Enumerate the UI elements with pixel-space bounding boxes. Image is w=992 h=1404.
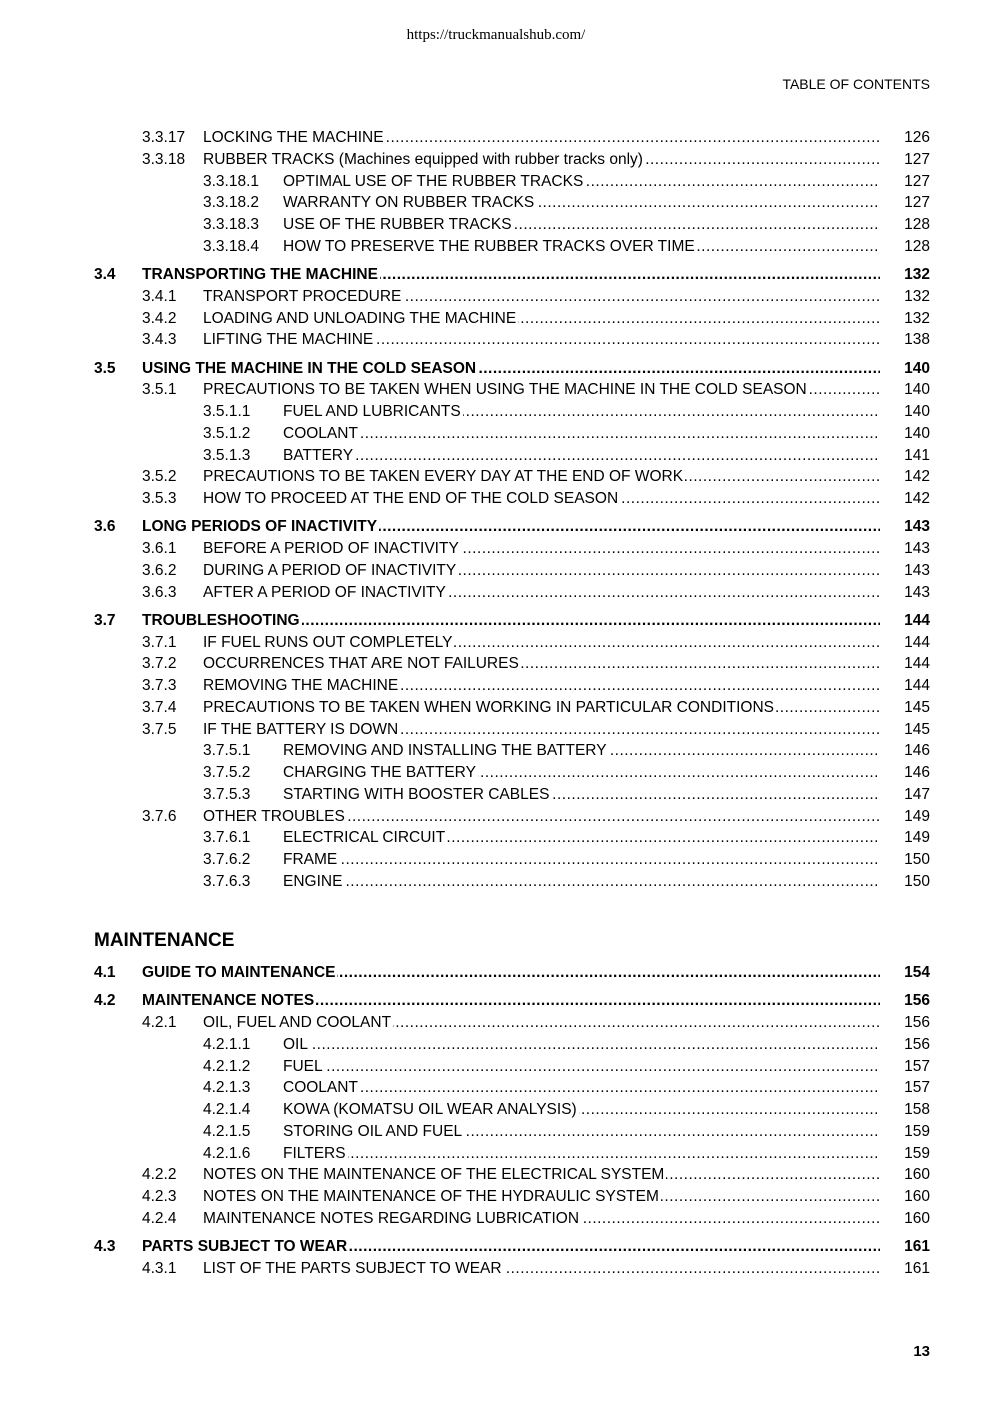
toc-entry-number: 3.7.6.3 bbox=[203, 872, 251, 890]
toc-entry[interactable] bbox=[0, 214, 992, 235]
toc-entry-title bbox=[283, 171, 880, 192]
toc-entry[interactable] bbox=[0, 1077, 992, 1098]
toc-entry-title-text: PRECAUTIONS TO BE TAKEN EVERY DAY AT THE END OF WORK bbox=[203, 468, 684, 486]
toc-entry[interactable] bbox=[0, 488, 992, 509]
toc-entry-number: 3.5.1.1 bbox=[203, 403, 251, 420]
toc-entry-title-text: HOW TO PRESERVE THE RUBBER TRACKS OVER TIME bbox=[283, 237, 695, 255]
toc-entry-title bbox=[283, 401, 880, 422]
page-number: 13 bbox=[913, 1343, 930, 1360]
toc-entry[interactable] bbox=[0, 1258, 992, 1279]
toc-entry-title bbox=[142, 610, 880, 631]
section-heading-maintenance: MAINTENANCE bbox=[94, 930, 235, 951]
toc-entry-number: 4.2.1.3 bbox=[203, 1079, 251, 1097]
toc-entry-number: 3.5 bbox=[94, 359, 116, 377]
toc-entry[interactable] bbox=[0, 1208, 992, 1229]
toc-entry-title-text: ELECTRICAL CIRCUIT bbox=[283, 829, 446, 847]
toc-entry-page: 143 bbox=[904, 561, 930, 579]
toc-entry[interactable] bbox=[0, 784, 992, 805]
toc-entry-number: 4.2.2 bbox=[142, 1166, 177, 1184]
toc-entry-number: 3.4.1 bbox=[142, 287, 177, 305]
toc-entry-title-text: HOW TO PROCEED AT THE END OF THE COLD SEASON bbox=[203, 490, 619, 507]
toc-entry-page: 156 bbox=[904, 1035, 930, 1053]
toc-entry-title bbox=[203, 286, 880, 307]
toc-entry-page: 160 bbox=[904, 1166, 930, 1184]
toc-entry-number: 4.2.1 bbox=[142, 1014, 177, 1031]
toc-entry-page: 143 bbox=[904, 518, 930, 536]
toc-entry-number: 3.7.6 bbox=[142, 807, 177, 825]
toc-entry-page: 156 bbox=[904, 1014, 930, 1031]
toc-entry-number: 4.2.1.4 bbox=[203, 1101, 251, 1118]
toc-entry-page: 142 bbox=[904, 468, 930, 486]
toc-entry-title-text: LOCKING THE MACHINE bbox=[203, 129, 384, 146]
toc-entry[interactable] bbox=[0, 127, 992, 148]
toc-entry-page: 144 bbox=[904, 655, 930, 673]
toc-entry[interactable] bbox=[0, 401, 992, 422]
toc-entry-title-text: STORING OIL AND FUEL bbox=[283, 1122, 463, 1140]
toc-entry[interactable] bbox=[0, 849, 992, 870]
toc-entry[interactable] bbox=[0, 610, 992, 631]
toc-entry-page: 132 bbox=[904, 309, 930, 327]
toc-entry-title bbox=[203, 1164, 880, 1185]
toc-entry[interactable] bbox=[0, 1143, 992, 1164]
toc-entry[interactable] bbox=[0, 1121, 992, 1142]
toc-entry-title bbox=[283, 784, 880, 805]
toc-entry-title-text: PRECAUTIONS TO BE TAKEN WHEN USING THE MACHINE IN THE COLD SEASON bbox=[203, 381, 807, 399]
toc-entry-title bbox=[283, 740, 880, 761]
toc-entry[interactable] bbox=[0, 697, 992, 718]
toc-entry-number: 3.5.1.3 bbox=[203, 446, 251, 464]
toc-entry-title bbox=[203, 719, 880, 740]
toc-entry-number: 4.2.1.6 bbox=[203, 1144, 251, 1162]
toc-entry-page: 143 bbox=[904, 583, 930, 601]
toc-entry-title bbox=[283, 871, 880, 892]
toc-entry-page: 161 bbox=[904, 1238, 930, 1255]
toc-entry-page: 138 bbox=[904, 331, 930, 349]
toc-entry[interactable] bbox=[0, 1164, 992, 1185]
toc-entry-title bbox=[283, 1077, 880, 1098]
toc-entry[interactable] bbox=[0, 423, 992, 444]
toc-entry-page: 160 bbox=[904, 1188, 930, 1205]
toc-entry-number: 3.4 bbox=[94, 266, 116, 283]
toc-entry-page: 154 bbox=[904, 964, 930, 981]
toc-entry[interactable] bbox=[0, 740, 992, 761]
toc-entry-title bbox=[283, 762, 880, 783]
toc-entry[interactable] bbox=[0, 762, 992, 783]
toc-entry-title bbox=[203, 127, 880, 148]
toc-entry-title-text: IF THE BATTERY IS DOWN bbox=[203, 720, 399, 738]
toc-entry-number: 3.3.18.1 bbox=[203, 172, 260, 190]
toc-entry-title bbox=[142, 358, 880, 379]
toc-entry-title-text: MAINTENANCE NOTES bbox=[142, 992, 315, 1010]
toc-entry-title-text: MAINTENANCE NOTES REGARDING LUBRICATION bbox=[203, 1209, 580, 1227]
toc-entry-number: 3.7.1 bbox=[142, 633, 177, 651]
toc-entry-number: 3.4.3 bbox=[142, 331, 177, 349]
toc-entry-title-text: BEFORE A PERIOD OF INACTIVITY bbox=[203, 540, 459, 557]
toc-entry-number: 4.2 bbox=[94, 992, 116, 1010]
toc-entry-page: 144 bbox=[904, 633, 930, 651]
toc-entry-title-text: STARTING WITH BOOSTER CABLES bbox=[283, 785, 550, 803]
toc-entry-title bbox=[203, 488, 880, 509]
toc-entry-page: 150 bbox=[904, 872, 930, 890]
toc-entry[interactable] bbox=[0, 466, 992, 487]
toc-entry-title bbox=[203, 1012, 880, 1033]
toc-entry-title-text: DURING A PERIOD OF INACTIVITY bbox=[203, 561, 457, 579]
toc-entry-number: 4.2.4 bbox=[142, 1209, 177, 1227]
toc-entry-title-text: RUBBER TRACKS (Machines equipped with rubber tracks only) bbox=[203, 150, 643, 168]
toc-entry-title bbox=[203, 379, 880, 400]
toc-entry-title-text: ENGINE bbox=[283, 872, 343, 890]
toc-entry-title-text: REMOVING AND INSTALLING THE BATTERY bbox=[283, 742, 607, 760]
toc-entry-title bbox=[283, 1099, 880, 1120]
toc-entry-title-text: OPTIMAL USE OF THE RUBBER TRACKS bbox=[283, 172, 584, 190]
toc-entry-page: 146 bbox=[904, 764, 930, 781]
toc-entry-page: 140 bbox=[904, 359, 930, 377]
toc-entry-title-text: FUEL AND LUBRICANTS bbox=[283, 403, 461, 420]
toc-entry-title bbox=[203, 582, 880, 603]
toc-entry[interactable] bbox=[0, 1056, 992, 1077]
toc-entry-page: 160 bbox=[904, 1209, 930, 1227]
toc-entry[interactable] bbox=[0, 358, 992, 379]
toc-entry-page: 140 bbox=[904, 424, 930, 442]
toc-entry-number: 3.6 bbox=[94, 518, 116, 536]
toc-entry[interactable] bbox=[0, 236, 992, 257]
toc-entry-title bbox=[283, 423, 880, 444]
toc-entry-title bbox=[203, 675, 880, 696]
toc-entry-page: 145 bbox=[904, 698, 930, 716]
toc-entry[interactable] bbox=[0, 379, 992, 400]
toc-entry-title-text: NOTES ON THE MAINTENANCE OF THE ELECTRICAL SYSTEM bbox=[203, 1166, 665, 1184]
toc-entry-title-text: LIST OF THE PARTS SUBJECT TO WEAR bbox=[203, 1259, 502, 1277]
toc-entry-title-text: LOADING AND UNLOADING THE MACHINE bbox=[203, 309, 517, 327]
toc-entry-title bbox=[203, 653, 880, 674]
toc-entry[interactable] bbox=[0, 308, 992, 329]
toc-entry-page: 147 bbox=[904, 785, 930, 803]
toc-entry-number: 3.7.2 bbox=[142, 655, 177, 673]
toc-entry-title bbox=[283, 192, 880, 213]
toc-entry-title bbox=[283, 827, 880, 848]
toc-entry-number: 3.7 bbox=[94, 611, 116, 629]
toc-entry[interactable] bbox=[0, 1186, 992, 1207]
toc-entry-number: 3.7.5 bbox=[142, 720, 177, 738]
toc-entry-page: 144 bbox=[904, 677, 930, 694]
toc-entry-title bbox=[203, 632, 880, 653]
toc-entry-title bbox=[283, 445, 880, 466]
toc-entry-page: 149 bbox=[904, 829, 930, 847]
toc-entry-title bbox=[203, 466, 880, 487]
toc-entry-title-text: GUIDE TO MAINTENANCE bbox=[142, 964, 336, 981]
toc-entry-title-text: TROUBLESHOOTING bbox=[142, 611, 300, 629]
toc-entry-page: 140 bbox=[904, 381, 930, 399]
toc-entry-page: 145 bbox=[904, 720, 930, 738]
toc-entry-title bbox=[283, 849, 880, 870]
toc-entry[interactable] bbox=[0, 827, 992, 848]
toc-entry-title bbox=[283, 1056, 880, 1077]
toc-entry-page: 159 bbox=[904, 1122, 930, 1140]
toc-entry-title bbox=[203, 1208, 880, 1229]
toc-entry-title-text: USE OF THE RUBBER TRACKS bbox=[283, 216, 512, 233]
toc-entry-number: 3.7.6.1 bbox=[203, 829, 251, 847]
toc-entry[interactable] bbox=[0, 582, 992, 603]
toc-entry[interactable] bbox=[0, 1012, 992, 1033]
toc-entry[interactable] bbox=[0, 286, 992, 307]
toc-entry-number: 3.6.2 bbox=[142, 561, 177, 579]
toc-entry-number: 3.6.3 bbox=[142, 583, 177, 601]
toc-entry-title-text: NOTES ON THE MAINTENANCE OF THE HYDRAULIC SYSTEM bbox=[203, 1188, 659, 1205]
toc-entry[interactable] bbox=[0, 871, 992, 892]
toc-entry-title-text: USING THE MACHINE IN THE COLD SEASON bbox=[142, 359, 477, 377]
toc-entry-page: 132 bbox=[904, 287, 930, 305]
toc-entry[interactable] bbox=[0, 962, 992, 983]
toc-entry-number: 3.3.18 bbox=[142, 150, 186, 168]
toc-entry-number: 4.2.1.5 bbox=[203, 1122, 251, 1140]
toc-entry-number: 3.7.5.2 bbox=[203, 764, 251, 781]
toc-entry-number: 4.1 bbox=[94, 964, 116, 981]
toc-entry-title-text: WARRANTY ON RUBBER TRACKS bbox=[283, 194, 535, 212]
toc-entry-title-text: PARTS SUBJECT TO WEAR bbox=[142, 1238, 348, 1255]
toc-entry[interactable] bbox=[0, 806, 992, 827]
toc-entry-title-text: PRECAUTIONS TO BE TAKEN WHEN WORKING IN PARTICULAR CONDITIONS bbox=[203, 698, 774, 716]
toc-entry-title-text: IF FUEL RUNS OUT COMPLETELY bbox=[203, 633, 453, 651]
toc-entry-number: 3.6.1 bbox=[142, 540, 177, 557]
toc-entry-title bbox=[142, 1236, 880, 1257]
toc-entry-title bbox=[203, 538, 880, 559]
toc-entry-number: 3.5.3 bbox=[142, 490, 177, 507]
toc-entry-title bbox=[203, 329, 880, 350]
toc-entry-number: 3.5.2 bbox=[142, 468, 177, 486]
toc-entry-title-text: LIFTING THE MACHINE bbox=[203, 331, 374, 349]
toc-entry-title bbox=[203, 806, 880, 827]
toc-entry[interactable] bbox=[0, 719, 992, 740]
toc-entry-title-text: LONG PERIODS OF INACTIVITY bbox=[142, 518, 378, 536]
toc-entry-number: 4.3 bbox=[94, 1238, 116, 1255]
toc-entry-title bbox=[142, 516, 880, 537]
toc-entry-title-text: FRAME bbox=[283, 851, 338, 868]
toc-entry-page: 149 bbox=[904, 807, 930, 825]
toc-entry-number: 3.4.2 bbox=[142, 309, 177, 327]
toc-entry-title bbox=[283, 1034, 880, 1055]
toc-entry-number: 3.7.4 bbox=[142, 698, 177, 716]
toc-entry-page: 146 bbox=[904, 742, 930, 760]
toc-entry-page: 127 bbox=[904, 194, 930, 212]
toc-entry-page: 143 bbox=[904, 540, 930, 557]
toc-entry-number: 3.3.18.2 bbox=[203, 194, 260, 212]
toc-entry[interactable] bbox=[0, 1034, 992, 1055]
toc-entry-title bbox=[283, 1121, 880, 1142]
toc-entry-page: 126 bbox=[904, 129, 930, 146]
source-url: https://truckmanualshub.com/ bbox=[406, 27, 586, 43]
toc-entry[interactable] bbox=[0, 538, 992, 559]
toc-entry-title-text: REMOVING THE MACHINE bbox=[203, 677, 399, 694]
toc-entry-page: 128 bbox=[904, 237, 930, 255]
toc-entry-title-text: AFTER A PERIOD OF INACTIVITY bbox=[203, 583, 446, 601]
toc-entry-page: 144 bbox=[904, 611, 930, 629]
toc-entry-title-text: OCCURRENCES THAT ARE NOT FAILURES bbox=[203, 655, 519, 673]
toc-entry[interactable] bbox=[0, 990, 992, 1011]
toc-entry-page: 156 bbox=[904, 992, 930, 1010]
toc-entry-title-text: COOLANT bbox=[283, 424, 358, 442]
toc-entry-title bbox=[203, 1186, 880, 1207]
toc-entry-number: 3.3.18.4 bbox=[203, 237, 260, 255]
toc-entry[interactable] bbox=[0, 632, 992, 653]
toc-entry-number: 4.2.3 bbox=[142, 1188, 177, 1205]
toc-entry-title-text: BATTERY bbox=[283, 446, 354, 464]
toc-entry-title bbox=[283, 1143, 880, 1164]
toc-entry-title bbox=[203, 1258, 880, 1279]
toc-entry[interactable] bbox=[0, 653, 992, 674]
toc-entry-title-text: OTHER TROUBLES bbox=[203, 807, 345, 825]
toc-entry-page: 127 bbox=[904, 150, 930, 168]
toc-entry-title-text: KOWA (KOMATSU OIL WEAR ANALYSIS) bbox=[283, 1101, 577, 1118]
toc-entry-title-text: TRANSPORT PROCEDURE bbox=[203, 287, 402, 305]
toc-entry-number: 3.5.1 bbox=[142, 381, 177, 399]
toc-entry-page: 140 bbox=[904, 403, 930, 420]
toc-entry-number: 4.3.1 bbox=[142, 1259, 177, 1277]
toc-entry-title-text: FUEL bbox=[283, 1057, 323, 1075]
toc-entry-page: 141 bbox=[904, 446, 930, 464]
toc-entry-page: 157 bbox=[904, 1057, 930, 1075]
toc-entry[interactable] bbox=[0, 560, 992, 581]
toc-entry[interactable] bbox=[0, 445, 992, 466]
toc-entry[interactable] bbox=[0, 1099, 992, 1120]
toc-entry-title bbox=[203, 697, 880, 718]
toc-entry[interactable] bbox=[0, 516, 992, 537]
toc-entry-number: 4.2.1.1 bbox=[203, 1035, 251, 1053]
toc-entry-title bbox=[142, 990, 880, 1011]
toc-entry-title-text: OIL, FUEL AND COOLANT bbox=[203, 1014, 392, 1031]
toc-entry-page: 161 bbox=[904, 1259, 930, 1277]
toc-entry-number: 3.5.1.2 bbox=[203, 424, 251, 442]
toc-entry-page: 150 bbox=[904, 851, 930, 868]
toc-entry-title-text: TRANSPORTING THE MACHINE bbox=[142, 266, 378, 283]
toc-entry-number: 3.7.5.1 bbox=[203, 742, 251, 760]
toc-entry-title bbox=[203, 560, 880, 581]
toc-entry-title bbox=[203, 149, 880, 170]
toc-entry-title bbox=[142, 264, 880, 285]
toc-entry[interactable] bbox=[0, 171, 992, 192]
toc-entry[interactable] bbox=[0, 329, 992, 350]
toc-entry-title bbox=[283, 236, 880, 257]
toc-entry-page: 159 bbox=[904, 1144, 930, 1162]
toc-entry-title bbox=[203, 308, 880, 329]
toc-entry[interactable] bbox=[0, 675, 992, 696]
toc-entry-page: 157 bbox=[904, 1079, 930, 1097]
toc-entry-title-text: FILTERS bbox=[283, 1144, 346, 1162]
toc-entry-title bbox=[142, 962, 880, 983]
toc-entry-number: 3.7.3 bbox=[142, 677, 177, 694]
toc-entry-number: 3.3.17 bbox=[142, 129, 186, 146]
toc-entry[interactable] bbox=[0, 1236, 992, 1257]
toc-entry-page: 132 bbox=[904, 266, 930, 283]
toc-entry-title bbox=[283, 214, 880, 235]
toc-entry-number: 3.3.18.3 bbox=[203, 216, 260, 233]
toc-entry-title-text: OIL bbox=[283, 1035, 308, 1053]
toc-entry-number: 3.7.5.3 bbox=[203, 785, 251, 803]
toc-entry[interactable] bbox=[0, 192, 992, 213]
toc-entry[interactable] bbox=[0, 264, 992, 285]
toc-entry-page: 127 bbox=[904, 172, 930, 190]
toc-entry[interactable] bbox=[0, 149, 992, 170]
toc-entry-page: 142 bbox=[904, 490, 930, 507]
running-header: TABLE OF CONTENTS bbox=[782, 76, 930, 92]
toc-entry-title-text: COOLANT bbox=[283, 1079, 358, 1097]
toc-entry-page: 128 bbox=[904, 216, 930, 233]
toc-entry-title-text: CHARGING THE BATTERY bbox=[283, 764, 476, 781]
toc-entry-number: 4.2.1.2 bbox=[203, 1057, 251, 1075]
toc-entry-page: 158 bbox=[904, 1101, 930, 1118]
toc-entry-number: 3.7.6.2 bbox=[203, 851, 251, 868]
